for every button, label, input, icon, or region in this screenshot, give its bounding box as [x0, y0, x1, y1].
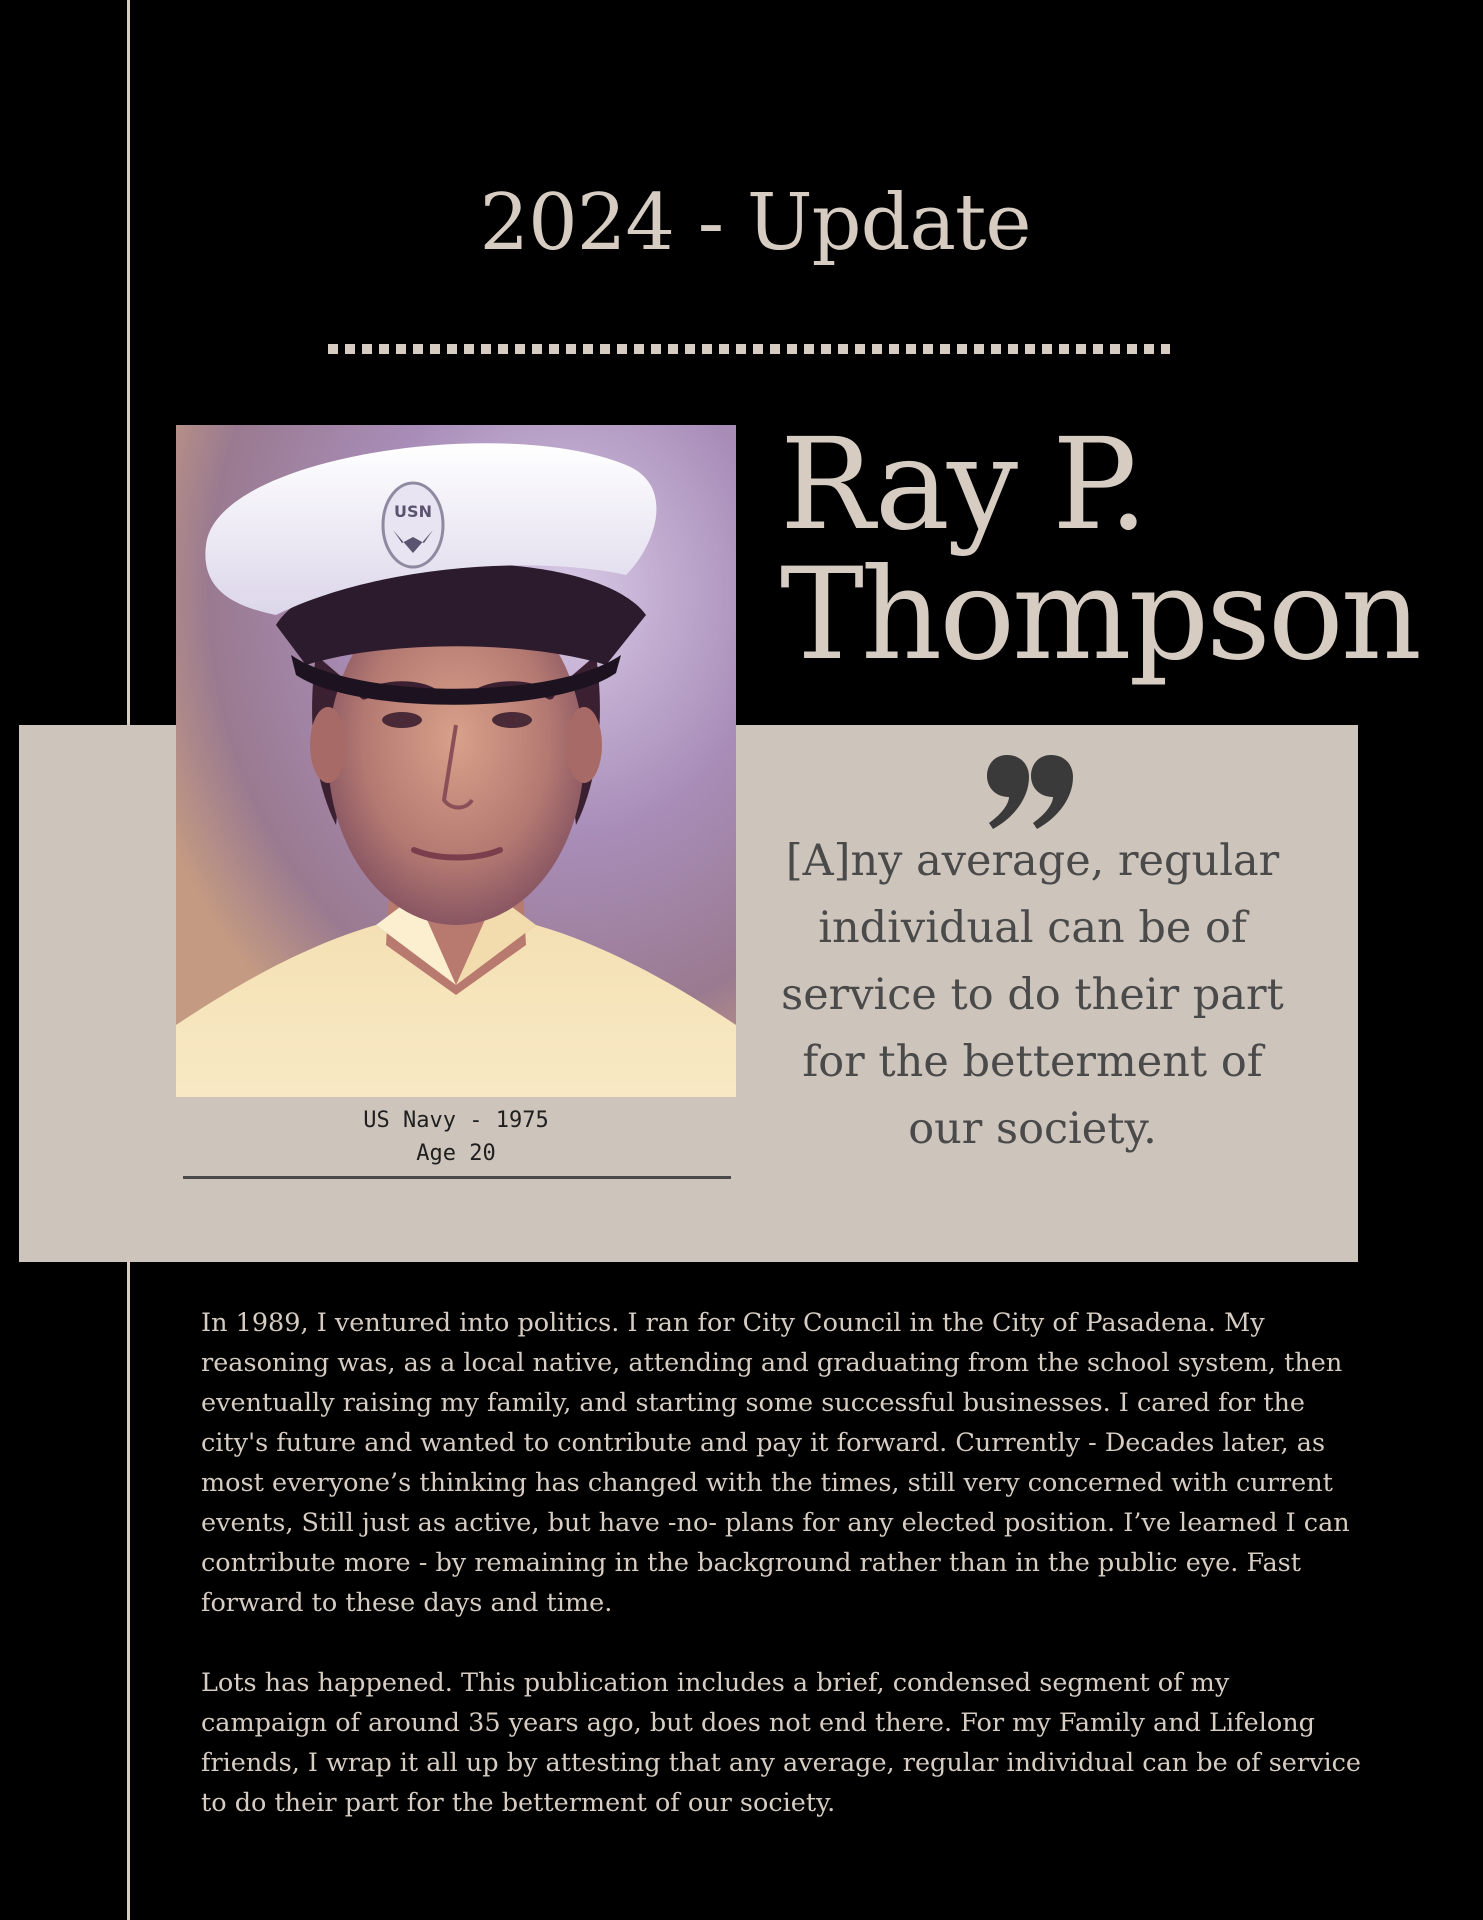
body-text [201, 1303, 1361, 1863]
caption-line-1: US Navy - 1975 [363, 1108, 549, 1133]
dotted-divider [328, 344, 1170, 354]
name-line-2: Thompson [780, 541, 1419, 688]
photo-caption [176, 1104, 736, 1170]
name-line-1: Ray P. [780, 411, 1146, 558]
body-paragraph-2: Lots has happened. This publication includes a brief, condensed segment of my campaign of around 35 years ago, but does not end there. For my Family and Lifelong friends, I wrap it all up by attesting that any average, regular individual can be of service to do their part for the betterment of our society. [201, 1668, 1362, 1818]
person-name [780, 411, 1419, 688]
pull-quote: [A]ny average, regular individual can be of service to do their part for the betterment of our society. [781, 836, 1284, 1154]
cap-badge-text: USN [394, 502, 432, 521]
portrait-illustration [176, 425, 736, 1097]
quote-mark-icon [985, 755, 1075, 835]
portrait-photo [176, 425, 736, 1097]
page-heading: 2024 - Update [479, 178, 1031, 268]
caption-underline [183, 1176, 731, 1179]
caption-line-2: Age 20 [416, 1141, 496, 1166]
body-paragraph-1: In 1989, I ventured into politics. I ran for City Council in the City of Pasadena. My reasoning was, as a local native, attending and graduating from the school system, then eventually raising my family, and starting some successful businesses. I cared for the city's future and wanted to contribute and pay it forward. Currently - Decades later, as most everyone’s thinking has changed with the times, still very concerned with current events, Still just as active, but have -no- plans for any elected position. I’ve learned I can contribute more - by remaining in the background rather than in the public eye. Fast forward to these days and time. [201, 1308, 1350, 1618]
